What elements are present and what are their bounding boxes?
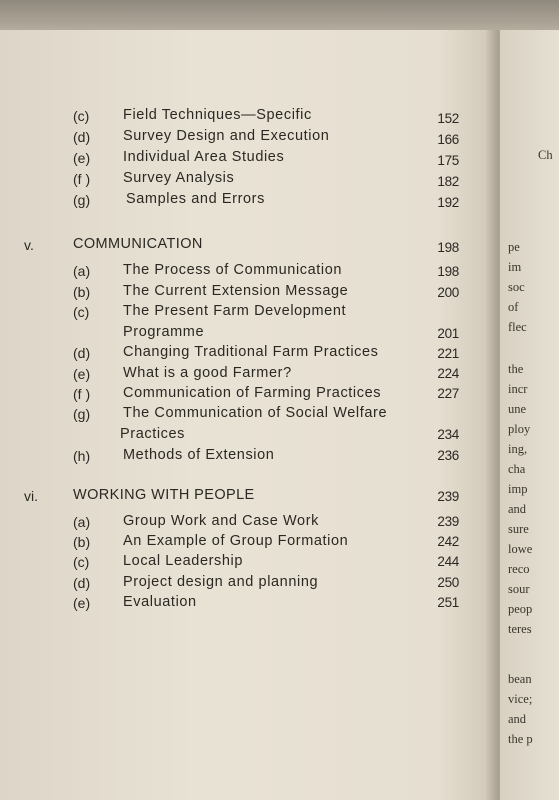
right-page-text-fragment: vice; xyxy=(508,692,533,706)
right-page-text-fragment: sour xyxy=(508,582,530,596)
right-page-text-fragment: flec xyxy=(508,320,527,334)
entry-letter: (h) xyxy=(73,448,91,464)
entry-letter: (a) xyxy=(73,514,91,530)
entry-title: What is a good Farmer? xyxy=(123,365,292,381)
entry-letter: (c) xyxy=(73,304,90,320)
entry-title: The Process of Communication xyxy=(123,262,343,278)
right-page-text-fragment: bean xyxy=(508,672,532,686)
entry-page: 166 xyxy=(437,132,459,147)
entry-letter: (b) xyxy=(73,284,91,300)
entry-letter: (f ) xyxy=(73,171,91,187)
entry-title: Methods of Extension xyxy=(123,447,275,463)
chapter-page: 198 xyxy=(437,240,459,255)
entry-letter: (a) xyxy=(73,263,91,279)
entry-page: 175 xyxy=(437,153,459,168)
entry-page: 198 xyxy=(437,264,459,279)
entry-title: Survey Analysis xyxy=(123,170,235,186)
entry-letter: (c) xyxy=(73,108,90,124)
entry-page: 227 xyxy=(437,386,459,401)
entry-title: Field Techniques—Specific xyxy=(123,107,312,123)
entry-page: 221 xyxy=(437,346,459,361)
entry-letter: (g) xyxy=(73,406,91,422)
entry-title: Project design and planning xyxy=(123,574,319,590)
entry-title: The Present Farm Development xyxy=(123,303,347,319)
entry-title: Evaluation xyxy=(123,594,197,610)
entry-page: 236 xyxy=(437,448,459,463)
entry-page: 244 xyxy=(437,554,459,569)
right-page-text-fragment: teres xyxy=(508,622,532,636)
entry-title: Changing Traditional Farm Practices xyxy=(123,344,379,360)
entry-title: Individual Area Studies xyxy=(123,149,285,165)
entry-page: 152 xyxy=(437,111,459,126)
right-page-text-fragment: cha xyxy=(508,462,526,476)
entry-page: 251 xyxy=(437,595,459,610)
right-page xyxy=(500,30,559,800)
entry-title: The Current Extension Message xyxy=(123,283,349,299)
right-page-text-fragment: reco xyxy=(508,562,530,576)
right-page-text-fragment: the p xyxy=(508,732,533,746)
right-page-text-fragment: sure xyxy=(508,522,529,536)
entry-title: Samples and Errors xyxy=(126,191,265,207)
right-page-text-fragment: lowe xyxy=(508,542,533,556)
chapter-page: 239 xyxy=(437,489,459,504)
chapter-number: vi. xyxy=(24,488,38,504)
right-page-text-fragment: of xyxy=(508,300,519,314)
right-page-text-fragment: ing, xyxy=(508,442,528,456)
right-page-text-fragment: imp xyxy=(508,482,528,496)
right-page-text-fragment: incr xyxy=(508,382,528,396)
right-page-text-fragment: une xyxy=(508,402,527,416)
entry-letter: (b) xyxy=(73,534,91,550)
entry-title-continued: Practices xyxy=(120,426,186,442)
entry-title: Communication of Farming Practices xyxy=(123,385,382,401)
right-page-text-fragment: ploy xyxy=(508,422,531,436)
chapter-title: WORKING WITH PEOPLE xyxy=(73,487,255,503)
entry-letter: (e) xyxy=(73,150,91,166)
right-page-text-fragment: soc xyxy=(508,280,525,294)
right-page-text-fragment: the xyxy=(508,362,524,376)
entry-title: An Example of Group Formation xyxy=(123,533,349,549)
entry-letter: (c) xyxy=(73,554,90,570)
entry-page: 182 xyxy=(437,174,459,189)
right-page-text-fragment: and xyxy=(508,502,527,516)
right-page-text-fragment: and xyxy=(508,712,527,726)
entry-page: 242 xyxy=(437,534,459,549)
entry-title: Survey Design and Execution xyxy=(123,128,330,144)
entry-page: 224 xyxy=(437,366,459,381)
entry-page: 201 xyxy=(437,326,459,341)
right-page-text-fragment: peop xyxy=(508,602,533,616)
entry-page: 200 xyxy=(437,285,459,300)
right-page-text-fragment: im xyxy=(508,260,522,274)
entry-page: 250 xyxy=(437,575,459,590)
right-page-text-fragment: pe xyxy=(508,240,520,254)
chapter-title: COMMUNICATION xyxy=(73,236,203,252)
entry-page: 192 xyxy=(437,195,459,210)
entry-title: Group Work and Case Work xyxy=(123,513,319,529)
entry-page: 234 xyxy=(437,427,459,442)
entry-letter: (f ) xyxy=(73,386,91,402)
entry-title: The Communication of Social Welfare xyxy=(123,405,388,421)
entry-title-continued: Programme xyxy=(123,324,205,340)
entry-letter: (g) xyxy=(73,192,91,208)
right-page-text-fragment: Ch xyxy=(538,148,553,162)
entry-letter: (d) xyxy=(73,129,91,145)
entry-title: Local Leadership xyxy=(123,553,244,569)
entry-page: 239 xyxy=(437,514,459,529)
entry-letter: (d) xyxy=(73,345,91,361)
entry-letter: (e) xyxy=(73,366,91,382)
chapter-number: v. xyxy=(24,237,34,253)
entry-letter: (e) xyxy=(73,595,91,611)
entry-letter: (d) xyxy=(73,575,91,591)
